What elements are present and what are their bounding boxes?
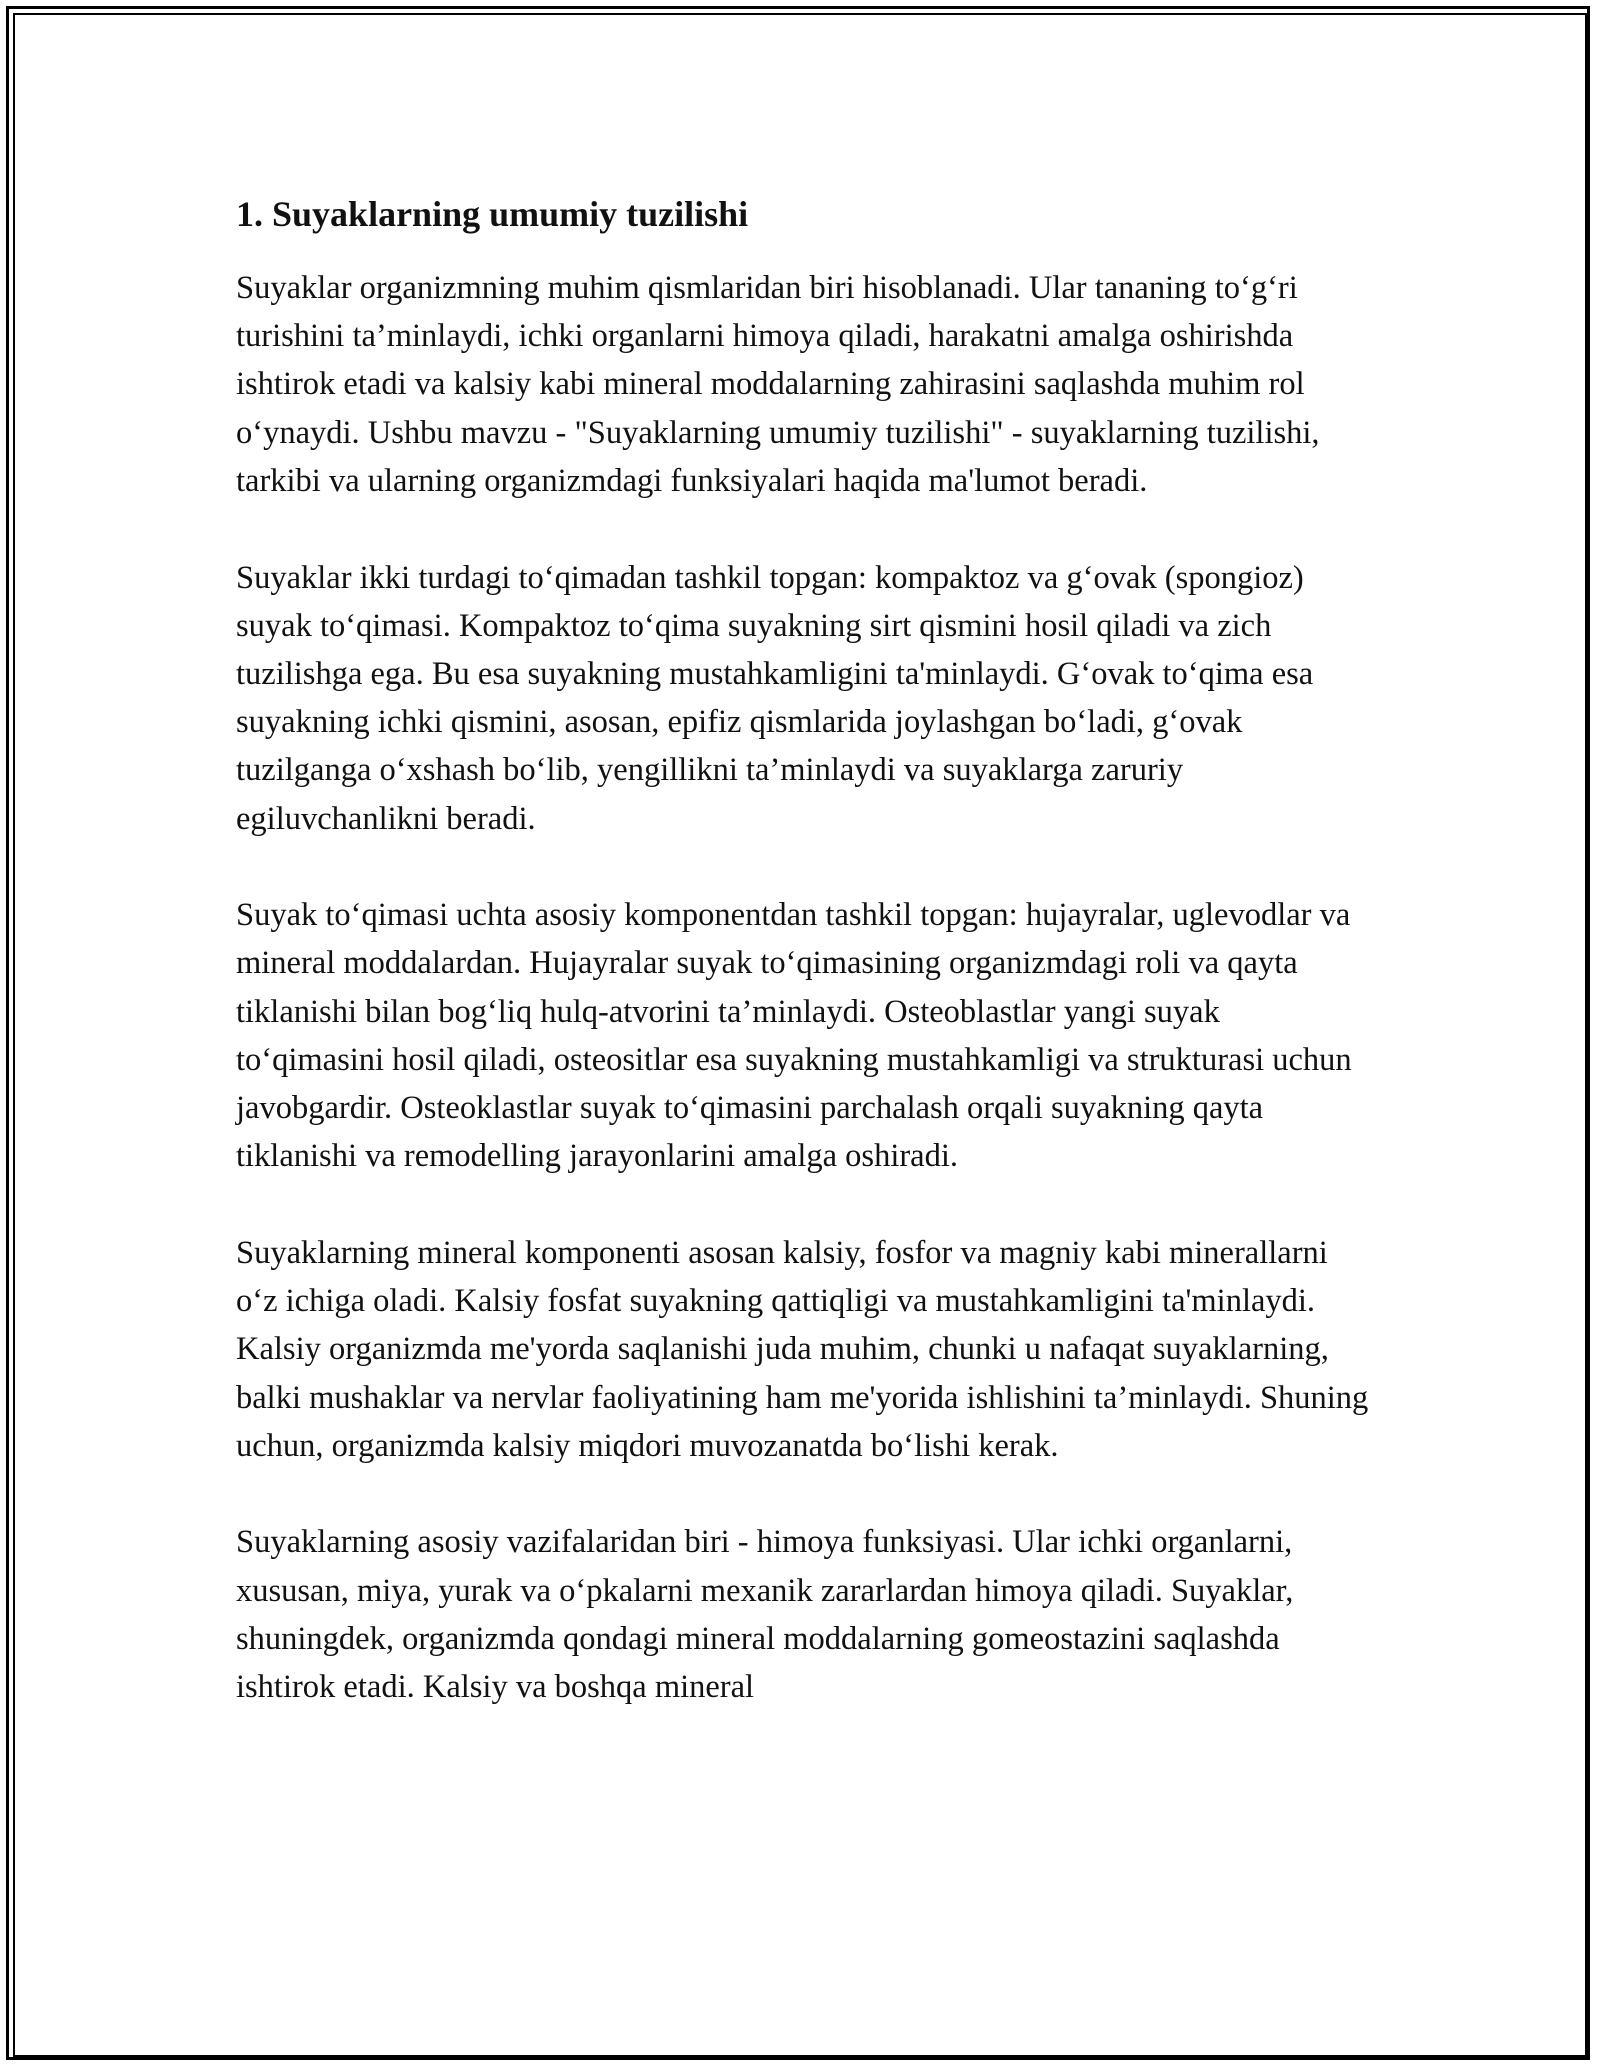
paragraph-functions: Suyaklarning asosiy vazifalaridan biri - himoya funksiyasi. Ular ichki organlarni, xususan, miya, yurak va o‘pkalarni mexanik zararlardan himoya qiladi. Suyaklar, shuningdek, organizmda qondagi mineral moddalarning gomeostazini saqlashda ishtirok etadi. Kalsiy va boshqa mineral	[236, 1524, 1294, 1706]
paragraph-intro: Suyaklar organizmning muhim qismlaridan biri hisoblanadi. Ular tananing to‘g‘ri turishini ta’minlaydi, ichki organlarni himoya qiladi, harakatni amalga oshirishda ishtirok etadi va kalsiy kabi mineral moddalarning zahirasini saqlashda muhim rol o‘ynaydi. Ushbu mavzu - "Suyaklarning umumiy tuzilishi" - suyaklarning tuzilishi, tarkibi va ularning organizmdagi funksiyalari haqida ma'lumot beradi.	[236, 270, 1320, 499]
paragraph-components: Suyak to‘qimasi uchta asosiy komponentdan tashkil topgan: hujayralar, uglevodlar va mineral moddalardan. Hujayralar suyak to‘qimasining organizmdagi roli va qayta tiklanishi bilan bog‘liq hulq-atvorini ta’minlaydi. Osteoblastlar yangi suyak to‘qimasini hosil qiladi, osteositlar esa suyakning mustahkamligi va strukturasi uchun javobgardir. Osteoklastlar suyak to‘qimasini parchalash orqali suyakning qayta tiklanishi va remodelling jarayonlarini amalga oshiradi.	[236, 897, 1352, 1175]
paragraph-tissue-types: Suyaklar ikki turdagi to‘qimadan tashkil topgan: kompaktoz va g‘ovak (spongioz) suyak to‘qimasi. Kompaktoz to‘qima suyakning sirt qismini hosil qiladi va zich tuzilishga ega. Bu esa suyakning mustahkamligini ta'minlaydi. G‘ovak to‘qima esa suyakning ichki qismini, asosan, epifiz qismlarida joylashgan bo‘ladi, g‘ovak tuzilganga o‘xshash bo‘lib, yengillikni ta’minlaydi va suyaklarga zaruriy egiluvchanlikni beradi.	[236, 559, 1314, 837]
paragraph-minerals: Suyaklarning mineral komponenti asosan kalsiy, fosfor va magniy kabi minerallarni o‘z ichiga oladi. Kalsiy fosfat suyakning qattiqligi va mustahkamligini ta'minlaydi. Kalsiy organizmda me'yorda saqlanishi juda muhim, chunki u nafaqat suyaklarning, balki mushaklar va nervlar faoliyatining ham me'yorida ishlishini ta’minlaydi. Shuning uchun, organizmda kalsiy miqdori muvozanatda bo‘lishi kerak.	[236, 1234, 1369, 1464]
section-heading: 1. Suyaklarning umumiy tuzilishi	[236, 194, 749, 234]
document-body	[236, 186, 1376, 1760]
